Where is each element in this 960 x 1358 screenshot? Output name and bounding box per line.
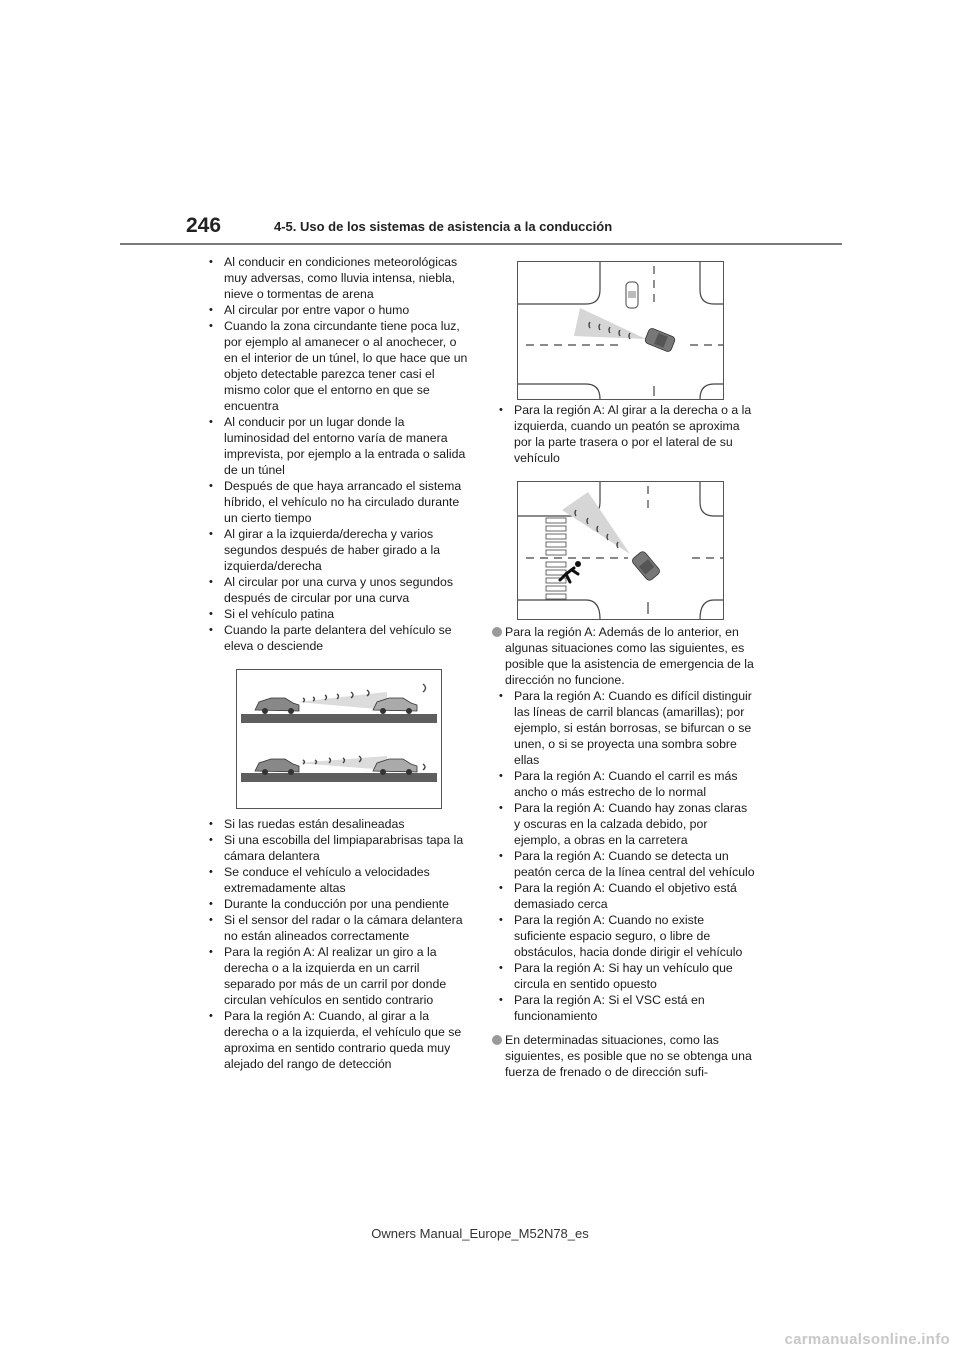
bullet-list [202, 816, 468, 1072]
list-item: • Para la región A: Cuando el carril es más ancho o más estrecho de lo normal [492, 768, 756, 800]
bullet-dot-icon [492, 627, 502, 637]
list-item: • Al girar a la izquierda/derecha y varios segundos después de haber girado a la izquierda/derecha [202, 526, 468, 574]
bullet-list [492, 402, 756, 466]
list-item: • Al conducir por un lugar donde la luminosidad del entorno varía de manera imprevista, por ejemplo a la entrada o salida de un túnel [202, 414, 468, 478]
list-item: • Para la región A: Cuando es difícil distinguir las líneas de carril blancas (amarillas); por ejemplo, si están borrosas, se bifurcan o se unen, o si se proyecta una sombra sobre ellas [492, 688, 756, 768]
vehicle-radar-slope-illustration [236, 669, 442, 809]
note-block [492, 624, 756, 688]
list-item: • Se conduce el vehículo a velocidades extremadamente altas [202, 864, 468, 896]
list-item: • Si el sensor del radar o la cámara delantera no están alineados correctamente [202, 912, 468, 944]
right-column-caption [492, 402, 756, 466]
header-divider [120, 243, 842, 245]
list-item: • Si el vehículo patina [202, 606, 468, 622]
watermark: carmanualsonline.info [784, 1331, 950, 1348]
intersection-pedestrian-illustration [517, 481, 724, 620]
list-item: • Para la región A: Cuando, al girar a la derecha o a la izquierda, el vehículo que se aproxima en sentido contrario queda muy alejado del rango de detección [202, 1008, 468, 1072]
section-title: 4-5. Uso de los sistemas de asistencia a la conducción [274, 219, 613, 234]
list-item: • Para la región A: Cuando no existe suficiente espacio seguro, o libre de obstáculos, hacia donde dirigir el vehículo [492, 912, 756, 960]
intersection-oncoming-car-illustration [517, 261, 724, 400]
bullet-dot-icon [492, 1035, 502, 1045]
list-item: • Durante la conducción por una pendiente [202, 896, 468, 912]
note-block [492, 1032, 756, 1080]
right-column-notes [492, 616, 756, 1080]
list-item: • Al circular por una curva y unos segundos después de circular por una curva [202, 574, 468, 606]
list-item: • Al circular por entre vapor o humo [202, 302, 468, 318]
list-item: • Si las ruedas están desalineadas [202, 816, 468, 832]
list-item: • Para la región A: Al realizar un giro a la derecha o a la izquierda en un carril separado por más de un carril por donde circulan vehículos en sentido contrario [202, 944, 468, 1008]
list-item: • Cuando la zona circundante tiene poca luz, por ejemplo al amanecer o al anochecer, o en el interior de un túnel, lo que hace que un objeto detectable parezca tener casi el mismo color que el entorno en que se encuentra [202, 318, 468, 414]
list-item: • Si una escobilla del limpiaparabrisas tapa la cámara delantera [202, 832, 468, 864]
list-item: • Para la región A: Cuando el objetivo está demasiado cerca [492, 880, 756, 912]
list-item: • Después de que haya arrancado el sistema híbrido, el vehículo no ha circulado durante un cierto tiempo [202, 478, 468, 526]
list-item: • Para la región A: Al girar a la derecha o a la izquierda, cuando un peatón se aproxima por la parte trasera o por el lateral de su vehículo [492, 402, 756, 466]
left-column [202, 254, 468, 654]
list-item: • Para la región A: Cuando se detecta un peatón cerca de la línea central del vehículo [492, 848, 756, 880]
note-text: Para la región A: Además de lo anterior, en algunas situaciones como las siguientes, es posible que la asistencia de emergencia de la dirección no funcione. [505, 625, 754, 687]
list-item: • Al conducir en condiciones meteorológicas muy adversas, como lluvia intensa, niebla, nieve o tormentas de arena [202, 254, 468, 302]
list-item: • Para la región A: Si hay un vehículo que circula en sentido opuesto [492, 960, 756, 992]
list-item: • Cuando la parte delantera del vehículo se eleva o desciende [202, 622, 468, 654]
footer-text: Owners Manual_Europe_M52N78_es [371, 1226, 589, 1241]
bullet-list [202, 254, 468, 654]
list-item: • Para la región A: Si el VSC está en funcionamiento [492, 992, 756, 1024]
note-text: En determinadas situaciones, como las siguientes, es posible que no se obtenga una fuerza de frenado o de dirección sufi- [505, 1033, 752, 1079]
list-item: • Para la región A: Cuando hay zonas claras y oscuras en la calzada debido, por ejemplo, a obras en la carretera [492, 800, 756, 848]
left-column-lower [202, 816, 468, 1072]
bullet-list [492, 688, 756, 1024]
page-number: 246 [186, 214, 222, 237]
